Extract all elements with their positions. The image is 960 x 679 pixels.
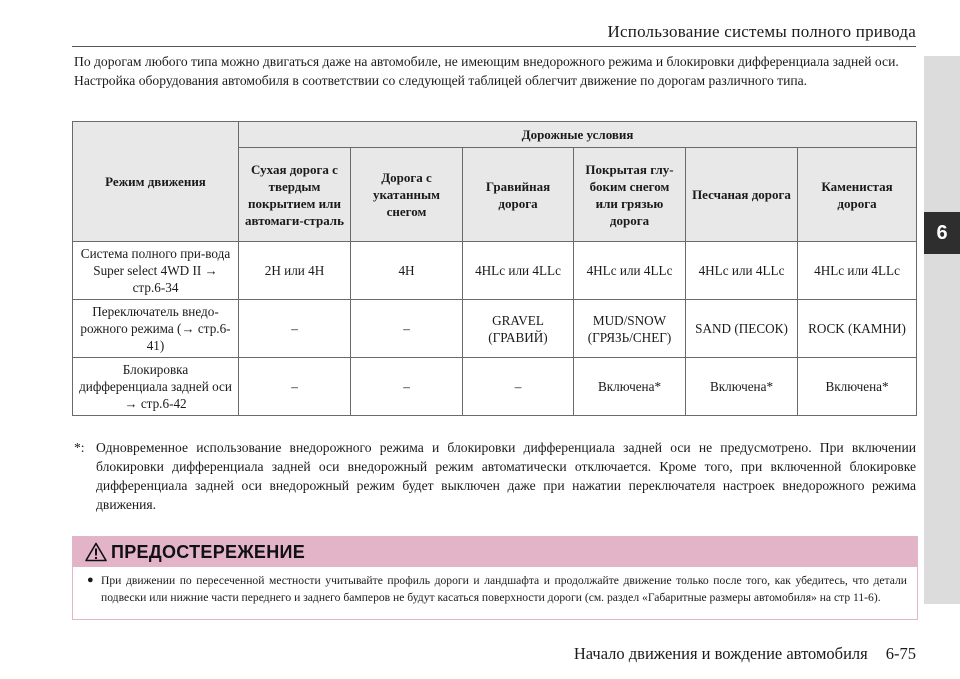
column-header-sand: Песчаная дорога [686,148,798,242]
table-cell: SAND (ПЕСОК) [686,300,798,358]
warning-text: При движении по пересеченной местности учитывайте профиль дороги и ландшафта и продолжайте движение только после того, как убедитесь, что детали подвески или нижние части переднего и заднего бамперов не будут касаться поверхности дороги (см. раздел «Габаритные размеры автомобиля» на стр 11-6). [101,574,907,604]
drive-mode-table [72,121,917,416]
footer-section-title: Начало движения и вождение автомобиля [573,644,868,663]
page-number: 6-75 [885,644,916,663]
footnote-text: Одновременное использование внедорожного режима и блокировки дифференциала задней оси не предусмотрено. При включении блокировки дифференциала задней оси внедорожный режим автоматически отключается. Кроме того, при включенной блокировке дифференциала задней оси внедорожный режим будет выключен даже при нажатии переключателя настроек внедорожного режима движения. [96,440,916,512]
table-cell: 4H [351,242,463,300]
column-header-gravel: Гравийная дорога [463,148,574,242]
column-header-dry-road: Сухая дорога с твердым покрытием или автомаги-страль [239,148,351,242]
column-header-packed-snow: Дорога с укатанным снегом [351,148,463,242]
table-cell: – [463,358,574,416]
column-header-rock: Каменистая дорога [798,148,917,242]
row-label-offroad-switch: Переключатель внедо-рожного режима (→ стр.6-41) [73,300,239,358]
chapter-number-badge: 6 [924,212,960,254]
table-cell: Включена* [798,358,917,416]
table-cell: 4HLc или 4LLc [798,242,917,300]
table-cell: – [239,358,351,416]
table-row [73,358,917,416]
header-divider [72,46,916,47]
column-header-deep-snow-mud: Покрытая глу-боким снегом или грязью дорога [574,148,686,242]
table-cell: – [351,358,463,416]
intro-text [74,52,916,90]
warning-box [72,536,918,620]
footnote-mark: *: [74,440,85,455]
table-cell: 4HLc или 4LLc [463,242,574,300]
page-footer [72,644,916,664]
warning-body [73,567,917,606]
intro-paragraph-1: По дорогам любого типа можно двигаться даже на автомобиле, не имеющим внедорожного режима и блокировки дифференциала задней оси. [74,54,899,69]
table-cell: ROCK (КАМНИ) [798,300,917,358]
bullet-icon: ● [87,574,94,586]
intro-paragraph-2: Настройка оборудования автомобиля в соответствии со следующей таблицей облегчит движение по дорогам различного типа. [74,73,808,88]
table-cell: GRAVEL (ГРАВИЙ) [463,300,574,358]
table-cell: Включена* [686,358,798,416]
row-label-rear-diff-lock: Блокировка дифференциала задней оси → стр.6-42 [73,358,239,416]
table-cell: – [239,300,351,358]
table-cell: 4HLc или 4LLc [686,242,798,300]
mode-header: Режим движения [73,122,239,242]
conditions-header: Дорожные условия [239,122,917,148]
warning-header [73,537,917,567]
table-row [73,242,917,300]
warning-title: ПРЕДОСТЕРЕЖЕНИЕ [111,541,306,562]
row-label-4wd-system: Система полного при-вода Super select 4WD II → стр.6-34 [73,242,239,300]
footnote [74,438,916,514]
table-cell: – [351,300,463,358]
table-row [73,300,917,358]
table-cell: Включена* [574,358,686,416]
table-cell: 2H или 4H [239,242,351,300]
table-cell: 4HLc или 4LLc [574,242,686,300]
warning-triangle-icon [85,542,107,562]
page-header: Использование системы полного привода [607,22,916,41]
table-cell: MUD/SNOW (ГРЯЗЬ/СНЕГ) [574,300,686,358]
chapter-side-tab [924,56,960,604]
